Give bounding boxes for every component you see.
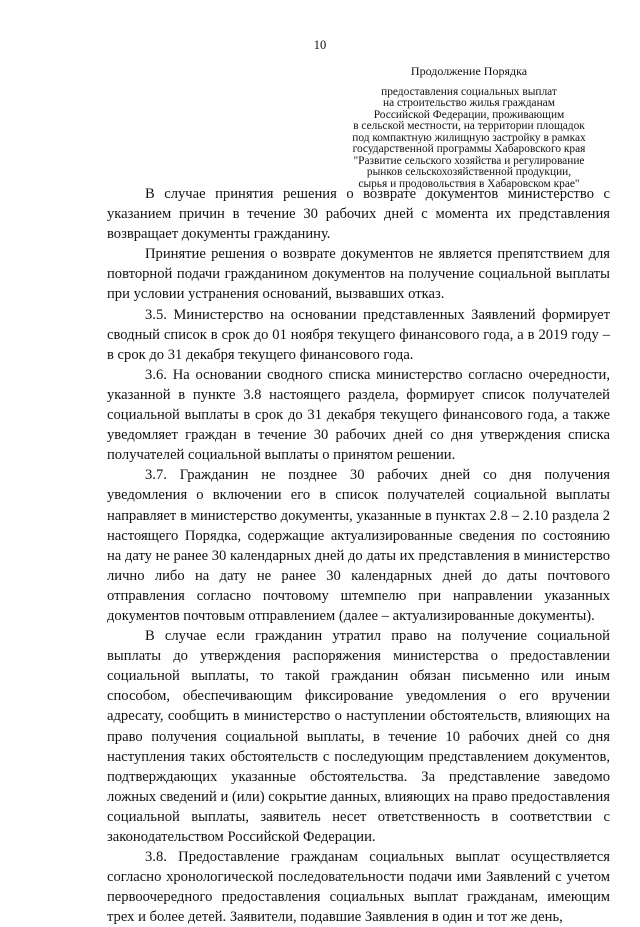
header-line: государственной программы Хабаровского края — [352, 143, 586, 155]
body-text — [107, 184, 610, 927]
header-line: сырья и продовольствия в Хабаровском крае" — [358, 177, 580, 190]
header-line: "Развитие сельского хозяйства и регулирование — [353, 154, 585, 167]
page-number: 10 — [313, 38, 327, 52]
paragraph-3-7: 3.7. Гражданин не позднее 30 рабочих дней со дня получения уведомления о включении его в список получателей социальной выплаты направляет в министерство документы, указанные в пунктах 2.8 – 2.10 раздела 2 настоящего Порядка, содержащие актуализированные сведения по состоянию на дату не ранее 30 календарных дней до даты их представления в министерство лично либо на дату не ранее 30 календарных дней до даты почтового отправления согласно почтовому штемпелю при направлении указанных документов почтовым отправлением (далее – актуализированные документы). — [107, 467, 610, 624]
paragraph-3-8: 3.8. Предоставление гражданам социальных выплат осуществляется согласно хронологической последовательности подачи ими Заявлений с учетом первоочередного предоставления социальных выплат гражданам, имеющим трех и более детей. Заявители, подавшие Заявления в один и тот же день, — [107, 849, 610, 926]
header-line: рынков сельскохозяйственной продукции, — [366, 166, 572, 178]
paragraph-loss-of-right: В случае если гражданин утратил право на получение социальной выплаты до утверждения распоряжения министерства о предоставлении социальной выплаты, то такой гражданин обязан письменно или иным способом, обеспечивающим фиксирование уведомления о его вручении адресату, сообщить в министерство о наступлении обстоятельств, влияющих на право получения социальной выплаты, в течение 10 рабочих дней со дня наступления таких обстоятельств с последующим представлением документов, подтверждающих указанные обстоятельства. За представление заведомо ложных сведений и (или) сокрытие данных, влияющих на право предоставления социальной выплаты, заявитель несет ответственность в соответствии с законодательством Российской Федерации. — [107, 628, 610, 845]
header-line: под компактную жилищную застройку в рамках — [352, 131, 586, 144]
paragraph-3-5: 3.5. Министерство на основании представленных Заявлений формирует сводный список в срок до 01 ноября текущего финансового года, а в 2019 году – в срок до 31 декабря текущего финансового года. — [107, 306, 610, 363]
header-line: Российской Федерации, проживающим — [373, 108, 565, 121]
header-line: на строительство жилья гражданам — [383, 97, 555, 109]
paragraph-document-return: В случае принятия решения о возврате документов министерство с указанием причин в течение 30 рабочих дней с момента их представления возвращает документы гражданину. — [107, 186, 610, 243]
paragraph-resubmission: Принятие решения о возврате документов не является препятствием для повторной подачи гражданином документов на получение социальной выплаты при условии устранения оснований, вызвавших отказ. — [107, 246, 610, 303]
header-title: Продолжение Порядка — [410, 64, 528, 78]
header-line: в сельской местности, на территории площадок — [353, 120, 585, 132]
document-header — [330, 66, 608, 190]
header-line: предоставления социальных выплат — [381, 85, 557, 98]
paragraph-3-6: 3.6. На основании сводного списка министерство согласно очередности, указанной в пункте 3.8 настоящего раздела, формирует список получателей социальной выплаты в срок до 31 декабря текущего финансового года, а также уведомляет граждан в течение 30 рабочих дней со дня утверждения списка получателей социальной выплаты о принятом решении. — [107, 366, 610, 464]
